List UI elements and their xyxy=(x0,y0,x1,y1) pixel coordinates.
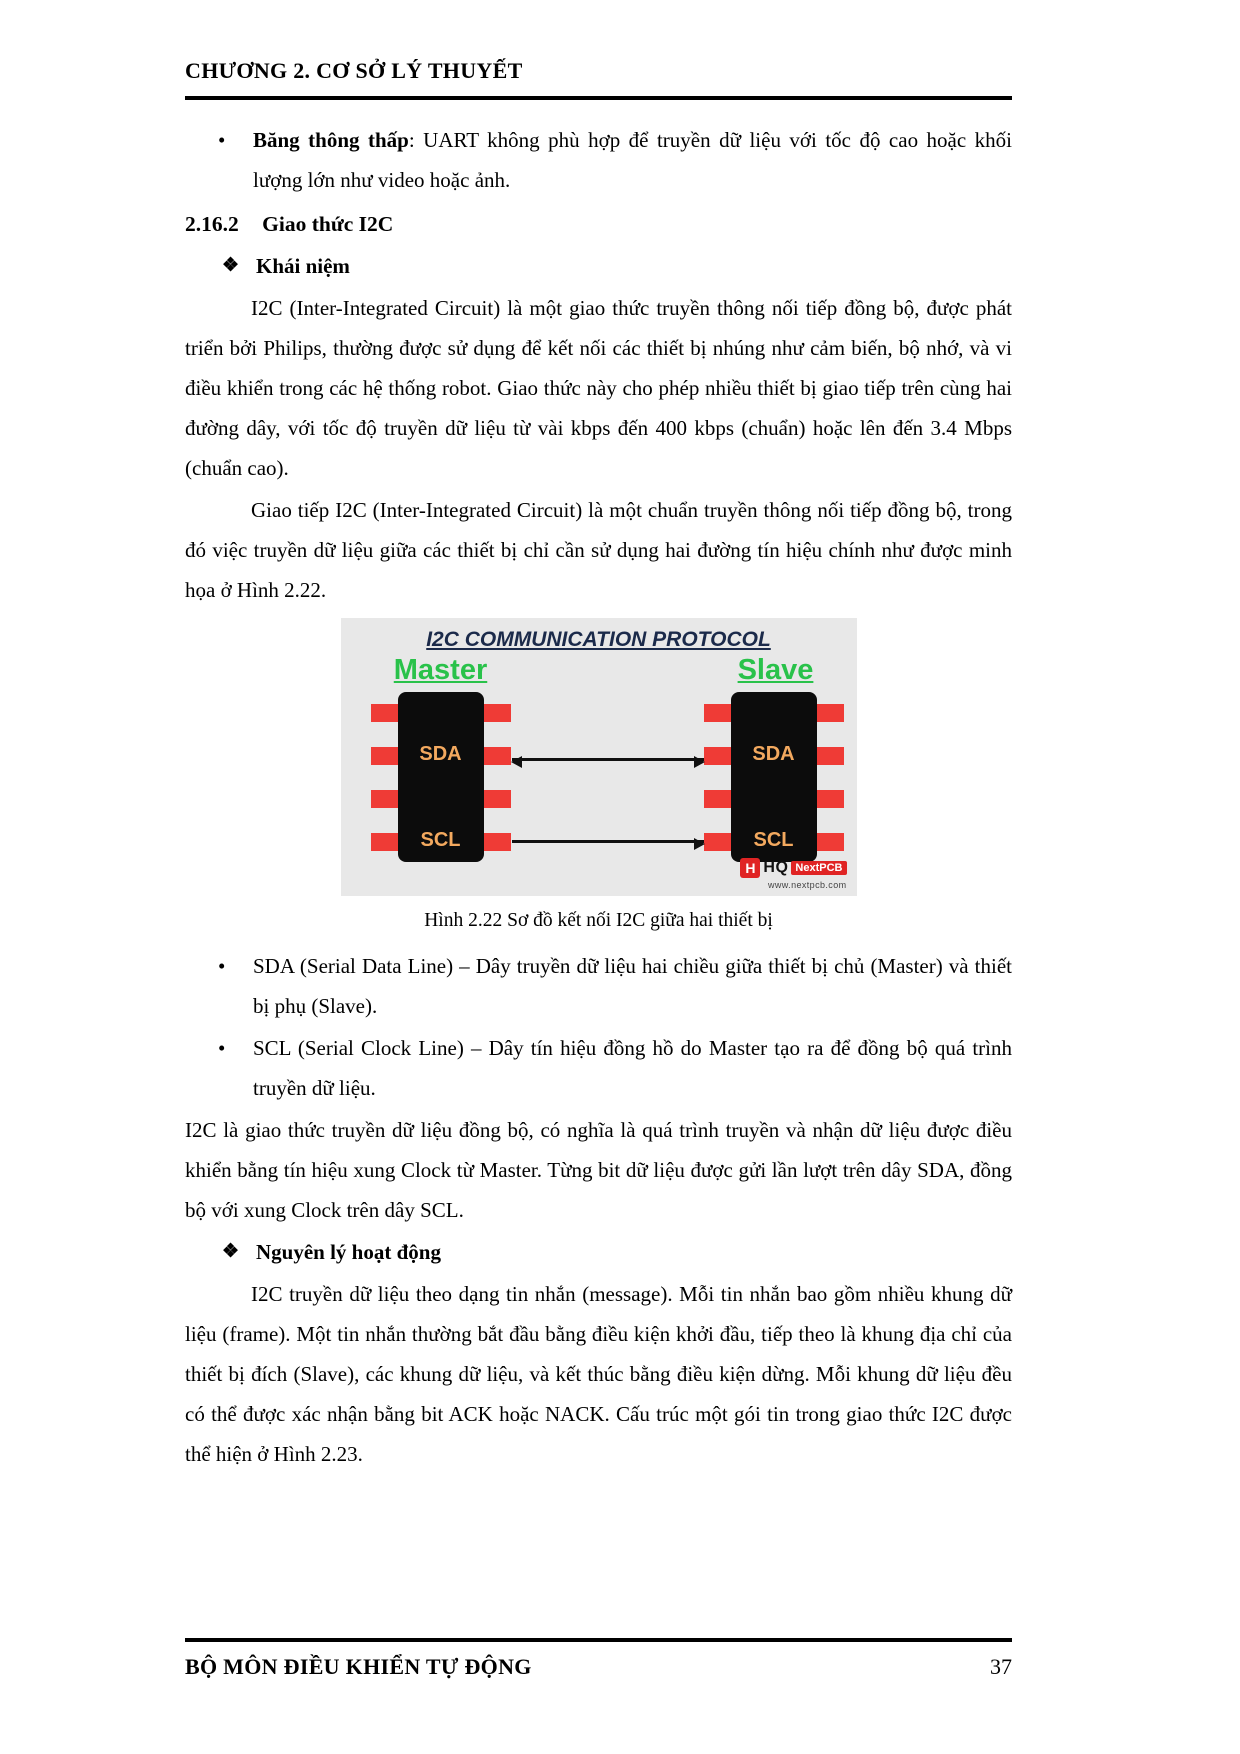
master-chip xyxy=(398,692,484,862)
paragraph-i2c-standard: Giao tiếp I2C (Inter-Integrated Circuit) là một chuẩn truyền thông nối tiếp đồng bộ, trong đó việc truyền dữ liệu giữa các thiết bị chỉ cần sử dụng hai đường tín hiệu chính như được minh họa ở Hình 2.22. xyxy=(185,498,1012,602)
figure-title: I2C COMMUNICATION PROTOCOL xyxy=(426,628,771,651)
figure-caption: Hình 2.22 Sơ đồ kết nối I2C giữa hai thiết bị xyxy=(424,910,773,931)
section-title: Giao thức I2C xyxy=(262,212,394,236)
hq-logo-icon: H xyxy=(740,858,760,878)
subheading-nguyen-ly xyxy=(185,1232,1012,1272)
arrow-head-right-icon xyxy=(694,756,705,768)
bullet-scl-text: SCL (Serial Clock Line) – Dây tín hiệu đồng hồ do Master tạo ra để đồng bộ quá trình truyền dữ liệu. xyxy=(253,1036,1012,1100)
bullet-scl xyxy=(185,1028,1012,1108)
bullet-sda xyxy=(185,946,1012,1026)
chapter-title: CHƯƠNG 2. CƠ SỞ LÝ THUYẾT xyxy=(185,58,523,83)
nextpcb-brand-badge: NextPCB xyxy=(791,861,846,875)
diamond-bullet-icon: ❖ xyxy=(222,255,240,276)
chip-pin xyxy=(704,747,731,765)
master-sda-label: SDA xyxy=(419,743,462,765)
chip-pin xyxy=(704,790,731,808)
slave-chip xyxy=(731,692,817,862)
bullet-dot-icon: • xyxy=(218,954,226,978)
header-rule xyxy=(185,96,1012,100)
chip-pin xyxy=(484,747,511,765)
arrow-head-left-icon xyxy=(511,756,522,768)
bullet-low-bandwidth xyxy=(185,120,1012,200)
paragraph-i2c-intro: I2C (Inter-Integrated Circuit) là một giao thức truyền thông nối tiếp đồng bộ, được phát triển bởi Philips, thường được sử dụng để kết nối các thiết bị nhúng như cảm biến, bộ nhớ, và vi điều khiển trong các hệ thống robot. Giao thức này cho phép nhiều thiết bị giao tiếp trên cùng hai đường dây, với tốc độ truyền dữ liệu từ vài kbps đến 400 kbps (chuẩn) hoặc lên đến 3.4 Mbps (chuẩn cao). xyxy=(185,296,1012,480)
chip-pin xyxy=(371,833,398,851)
chip-pin xyxy=(704,704,731,722)
subheading-label: Khái niệm xyxy=(256,254,350,278)
subheading-khai-niem xyxy=(185,246,1012,286)
bullet-bold-term: Băng thông thấp xyxy=(253,128,409,152)
sda-wire-arrow xyxy=(512,758,704,761)
chip-pin xyxy=(704,833,731,851)
diamond-bullet-icon: ❖ xyxy=(222,1241,240,1262)
chip-pin xyxy=(484,704,511,722)
chip-pin xyxy=(484,790,511,808)
nextpcb-logo xyxy=(740,858,846,890)
section-heading-2-16-2 xyxy=(185,204,1012,244)
section-number: 2.16.2 xyxy=(185,212,239,236)
chip-pin xyxy=(371,747,398,765)
bullet-dot-icon: • xyxy=(218,128,226,152)
figure-wrap xyxy=(185,618,1012,902)
paragraph-i2c-sync: I2C là giao thức truyền dữ liệu đồng bộ, có nghĩa là quá trình truyền và nhận dữ liệu được điều khiển bằng tín hiệu xung Clock từ Master. Từng bit dữ liệu được gửi lần lượt trên dây SDA, đồng bộ với xung Clock trên dây SCL. xyxy=(185,1118,1012,1222)
chip-pin xyxy=(817,833,844,851)
chip-pin xyxy=(817,747,844,765)
chip-pin xyxy=(817,704,844,722)
chip-pin xyxy=(484,833,511,851)
bullet-sda-text: SDA (Serial Data Line) – Dây truyền dữ liệu hai chiều giữa thiết bị chủ (Master) và thiết bị phụ (Slave). xyxy=(253,954,1012,1018)
bullet-low-bandwidth-text xyxy=(253,120,1012,200)
hq-logo-text: HQ xyxy=(763,859,789,876)
i2c-figure xyxy=(341,618,857,896)
slave-label: Slave xyxy=(737,654,814,686)
page-number: 37 xyxy=(990,1654,1012,1679)
bullet-dot-icon: • xyxy=(218,1036,226,1060)
arrow-head-right-icon xyxy=(694,838,705,850)
nextpcb-url: www.nextpcb.com xyxy=(767,880,847,890)
paragraph-i2c-message: I2C truyền dữ liệu theo dạng tin nhắn (message). Mỗi tin nhắn bao gồm nhiều khung dữ liệu (frame). Một tin nhắn thường bắt đầu bằng điều kiện khởi đầu, tiếp theo là khung địa chỉ của thiết bị đích (Slave), các khung dữ liệu, và kết thúc bằng điều kiện dừng. Mỗi khung dữ liệu đều có thể được xác nhận bằng bit ACK hoặc NACK. Cấu trúc một gói tin trong giao thức I2C được thể hiện ở Hình 2.23. xyxy=(185,1282,1012,1466)
master-label: Master xyxy=(393,654,488,686)
nextpcb-logo-row xyxy=(740,858,846,878)
page-footer xyxy=(185,1638,1012,1680)
page-header xyxy=(185,58,1012,100)
footer-department: BỘ MÔN ĐIỀU KHIỂN TỰ ĐỘNG xyxy=(185,1654,532,1679)
master-scl-label: SCL xyxy=(420,829,461,851)
subheading-label: Nguyên lý hoạt động xyxy=(256,1240,441,1264)
scl-wire-arrow xyxy=(512,840,704,843)
slave-sda-label: SDA xyxy=(752,743,795,765)
bullet-rest-text: : UART không phù hợp để truyền dữ liệu với tốc độ cao hoặc khối lượng lớn như video hoặc ảnh. xyxy=(253,128,1012,192)
chip-pin xyxy=(817,790,844,808)
chip-pin xyxy=(371,704,398,722)
slave-scl-label: SCL xyxy=(753,829,794,851)
chip-pin xyxy=(371,790,398,808)
